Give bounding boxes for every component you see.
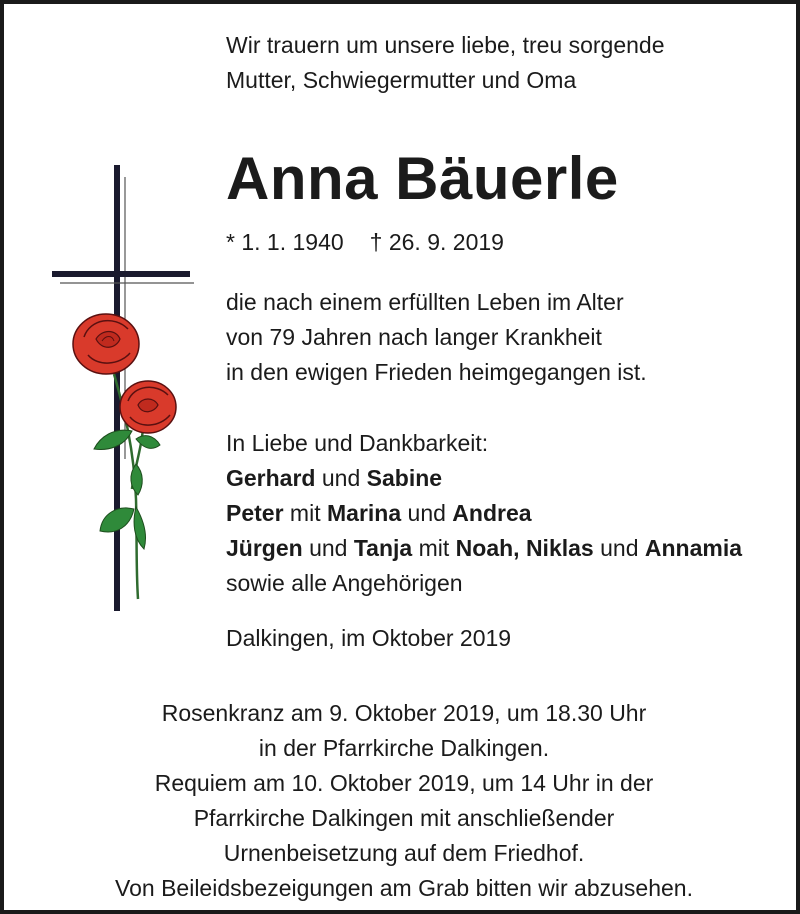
family-member: Noah, Niklas [455, 535, 594, 561]
family-joiner: und [302, 535, 354, 561]
family-member: Gerhard [226, 465, 316, 491]
life-dates [226, 225, 504, 260]
family-closing: sowie alle Angehörigen [226, 570, 463, 596]
service-line: Urnenbeisetzung auf dem Friedhof. [223, 840, 585, 866]
family-block [226, 426, 742, 601]
service-line: Rosenkranz am 9. Oktober 2019, um 18.30 Uhr [161, 700, 647, 726]
death-date: † 26. 9. 2019 [369, 229, 504, 255]
family-joiner: und [315, 465, 367, 491]
family-line [226, 461, 742, 496]
family-joiner: mit [283, 500, 327, 526]
cross-with-roses-icon [44, 159, 204, 619]
intro-line: Wir trauern um unsere liebe, treu sorgende [226, 32, 665, 58]
family-joiner: und [593, 535, 645, 561]
service-line: Pfarrkirche Dalkingen mit anschließender [193, 805, 615, 831]
intro-line: Mutter, Schwiegermutter und Oma [226, 67, 577, 93]
family-line [226, 531, 742, 566]
place-date: Dalkingen, im Oktober 2019 [226, 625, 512, 651]
deceased-name: Anna Bäuerle [226, 145, 619, 212]
family-member: Sabine [366, 465, 443, 491]
birth-date: * 1. 1. 1940 [226, 229, 344, 255]
life-line: von 79 Jahren nach langer Krankheit [226, 324, 602, 350]
family-joiner: und [401, 500, 453, 526]
service-details [4, 696, 800, 906]
family-heading: In Liebe und Dankbarkeit: [226, 430, 489, 456]
family-line [226, 496, 742, 531]
family-joiner: mit [412, 535, 456, 561]
family-member: Peter [226, 500, 284, 526]
service-line: Von Beileidsbezeigungen am Grab bitten wir abzusehen. [115, 875, 693, 901]
service-line: in der Pfarrkirche Dalkingen. [258, 735, 550, 761]
family-member: Tanja [353, 535, 413, 561]
intro-text [226, 28, 665, 98]
family-member: Marina [327, 500, 402, 526]
family-member: Andrea [452, 500, 532, 526]
service-line: Requiem am 10. Oktober 2019, um 14 Uhr in der [154, 770, 654, 796]
life-line: die nach einem erfüllten Leben im Alter [226, 289, 624, 315]
family-member: Annamia [644, 535, 743, 561]
life-text [226, 285, 647, 390]
life-line: in den ewigen Frieden heimgegangen ist. [226, 359, 647, 385]
family-member: Jürgen [226, 535, 303, 561]
